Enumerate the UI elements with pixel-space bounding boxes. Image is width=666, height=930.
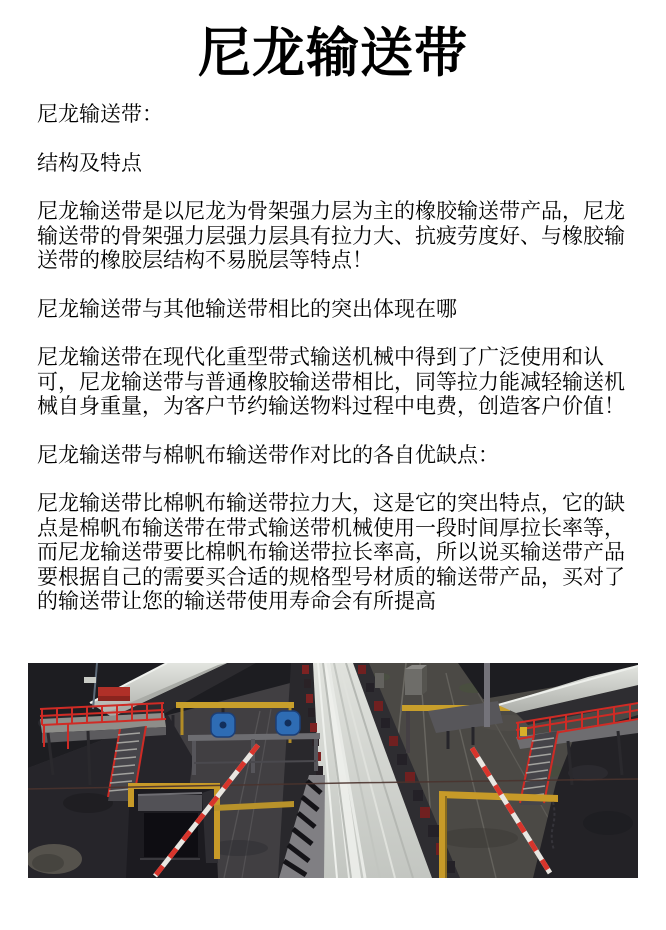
article-paragraph-5: 尼龙输送带在现代化重型带式输送机械中得到了广泛使用和认可，尼龙输送带与普通橡胶输送带相比，同等拉力能减轻输送机械自身重量，为客户节约输送物料过程中电费，创造客户价值！ bbox=[37, 346, 625, 419]
conveyor-belt-photo bbox=[28, 663, 638, 878]
article-paragraph-3: 尼龙输送带是以尼龙为骨架强力层为主的橡胶输送带产品，尼龙输送带的骨架强力层强力层具有拉力大、抗疲劳度好、与橡胶输送带的橡胶层结构不易脱层等特点！ bbox=[37, 200, 625, 273]
article-paragraph-1: 尼龙输送带： bbox=[37, 103, 163, 127]
article-paragraph-6: 尼龙输送带与棉帆布输送带作对比的各自优缺点： bbox=[37, 443, 499, 467]
lamp-panel bbox=[84, 677, 96, 683]
article-paragraph-2: 结构及特点 bbox=[37, 151, 142, 175]
article-body bbox=[0, 103, 666, 615]
yellow-sign-tag bbox=[520, 727, 527, 736]
red-equipment-box bbox=[98, 687, 130, 697]
article-paragraph-7: 尼龙输送带比棉帆布输送带拉力大，这是它的突出特点，它的缺点是棉帆布输送带在带式输送带机械使用一段时间厚拉长率等，而尼龙输送带要比棉帆布输送带拉长率高，所以说买输送带产品要根据自己的需要买合适的规格型号材质的输送带产品，买对了的输送带让您的输送带使用寿命会有所提高 bbox=[37, 492, 625, 614]
article-paragraph-4: 尼龙输送带与其他输送带相比的突出体现在哪 bbox=[37, 297, 457, 321]
page-title: 尼龙输送带 bbox=[198, 24, 468, 83]
